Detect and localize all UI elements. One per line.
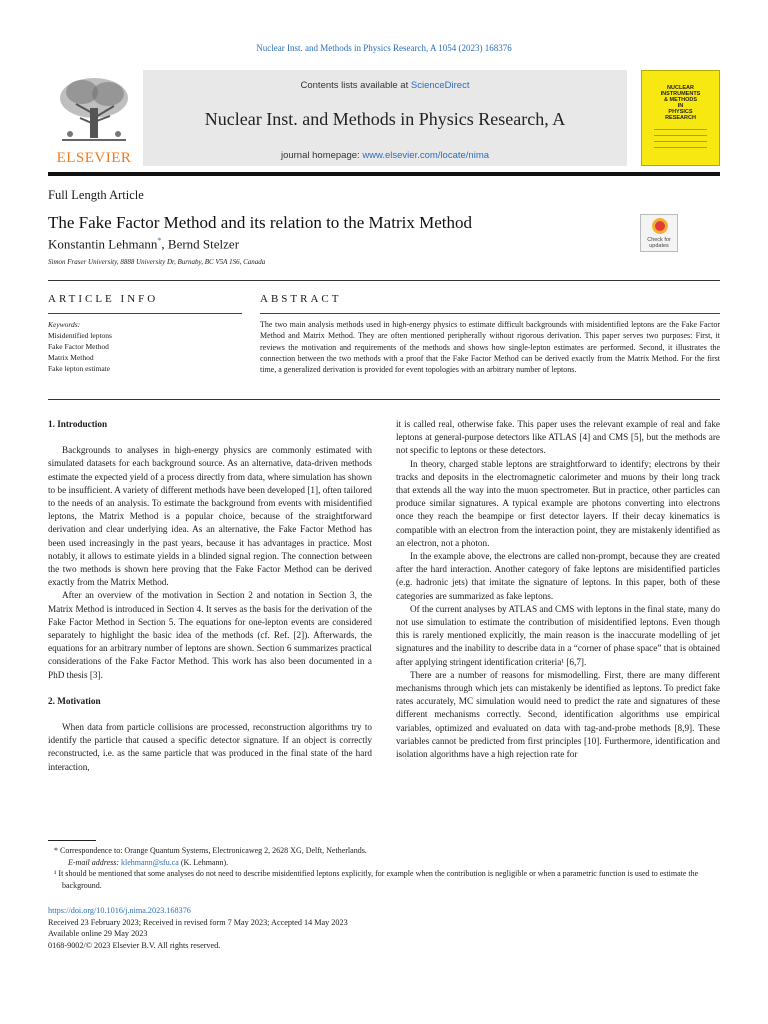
author-separator: , [161,236,168,252]
keyword-item: Fake Factor Method [48,342,109,351]
keywords-list [48,319,242,374]
doi-link[interactable]: https://doi.org/10.1016/j.nima.2023.168376 [48,906,191,915]
journal-masthead [48,70,720,166]
keywords-label: Keywords: [48,320,81,329]
sciencedirect-link[interactable]: ScienceDirect [410,80,470,91]
article-info-divider [48,313,242,314]
author-name[interactable]: Konstantin Lehmann [48,236,158,252]
abstract-text: The two main analysis methods used in high-energy physics to estimate difficult backgrounds with misidentified leptons are the Fake Factor Method and Matrix Method. They are often mentioned peripherally without rigorous derivation. This paper serves two purposes: First, it reviews the motivation and requirements of the methods and shows how single-lepton estimates are performed. Second, it illustrates the connection between the two methods with a proof that the Fake Factor Method can be derived exactly from the Matrix Method. For the first time, a generalized derivation is provided for event topologies with an arbitrary number of leptons. [260,320,720,375]
article-info-heading: ARTICLE INFO [48,293,159,305]
homepage-prefix: journal homepage: [280,150,360,161]
footnote-email [48,857,720,869]
check-for-updates-badge[interactable] [640,214,678,252]
keyword-item: Fake lepton estimate [48,364,111,373]
cover-decoration [654,147,707,148]
section-divider [48,399,720,400]
body-paragraph: Of the current analyses by ATLAS and CMS with leptons in the final state, many do not use simulation to estimate the contribution of misidentified leptons. Even though this is rarely mentioned explicitly, the main reason is the inaccurate modelling of jet signatures and the inability to describe data in a “corner of phase space” that is obtained after applying stringent identification criteria¹ [6,7]. [396,603,720,667]
email-suffix: (K. Lehmann). [178,857,229,867]
publisher-name: ELSEVIER [56,150,132,166]
body-column-left [48,418,372,774]
body-paragraph: it is called real, otherwise fake. This paper uses the relevant example of real and fake leptons at general-purpose detectors like ATLAS [4] and CMS [5], but the methods are not specific to leptons or these detectors. [396,419,720,456]
footnotes [48,845,720,891]
keyword-item: Matrix Method [48,353,94,362]
article-type: Full Length Article [48,188,144,202]
author-list [48,236,239,252]
contents-prefix: Contents lists available at [300,80,409,91]
journal-header-panel [143,70,627,166]
abstract-divider [260,313,720,314]
copyright: 0168-9002/© 2023 Elsevier B.V. All rights reserved. [48,940,221,950]
header-divider [48,172,720,176]
corresponding-author-mark[interactable]: * [157,236,162,245]
body-paragraph: Backgrounds to analyses in high-energy physics are commonly estimated with simulated datasets for each background source. As an alternative, data-driven methods estimate the expected yield of a process directly from data, where simulation has shown to be insufficient. A variety of different methods have been developed [1], often tailored to the needs of an analysis. To estimate the background from events with misidentified leptons, the Matrix Method is a popular choice, because of the straightforward derivation and clear underlying idea. As an alternative, the Fake Factor Method has been used increasingly in the past years, because it has advantages in practice. Most notably, it allows to estimate yields in a blinded signal region. The connection between the two methods is shown here proving that the Fake Factor Method can be derived exactly from the Matrix Method. [48,445,372,588]
footnote-correspondence: * Correspondence to: Orange Quantum Systems, Electronicaweg 2, 2628 XG, Delft, Netherlands. [54,846,367,855]
cover-decoration [654,141,707,142]
abstract-heading: ABSTRACT [260,293,342,305]
body-paragraph: In theory, charged stable leptons are straightforward to identify; electrons by their tracks and deposits in the electromagnetic calorimeter and muons by their long track that extends all the way into the muon spectrometer. But in practice, other particles can produce similar signatures. A typical example are photons converting into electrons once they reach the beampipe or first detector layers. If their decay kinematics is compatible with an electron from the interaction point, they are mistakenly identified as an electron, not a photon. [396,458,720,548]
author-affiliation: Simon Fraser University, 8888 University Dr, Burnaby, BC V5A 1S6, Canada [48,258,266,266]
section-heading: 2. Motivation [48,695,101,706]
footnote-1: ¹ It should be mentioned that some analyses do not need to describe misidentified leptons explicitly, for example when the contribution is negligible or when a parametric function is used to estimate the background. [54,869,699,890]
body-paragraph: There are a number of reasons for mismodelling. First, there are many different mechanisms through which jets can mistakenly be identified as leptons. To predict fake rates accurately, MC simulation would need to predict the rate and signatures of these different mechanisms correctly. Second, identification algorithms use empirical variables, optimized and evaluated on data with tag-and-probe methods [8,9]. These variables cannot be predicted from first principles [10]. Furthermore, identification and isolation algorithms have a high rejection rate for [396,669,720,760]
article-title: The Fake Factor Method and its relation to the Matrix Method [48,213,472,232]
journal-homepage-link[interactable]: www.elsevier.com/locate/nima [362,150,490,161]
cover-decoration [654,135,707,136]
body-paragraph: In the example above, the electrons are called non-prompt, because they are created after the hard interaction. Another category of fake leptons are misidentified particles (e.g. hadronic jets) that imitate the signature of leptons. In this paper, both of these categories are summarized as fake leptons. [396,551,720,601]
author-name[interactable]: Bernd Stelzer [167,236,240,252]
publisher-logo[interactable] [48,70,140,166]
available-online: Available online 29 May 2023 [48,929,148,938]
check-for-updates-label: Check for updates [647,237,671,249]
journal-cover-thumbnail[interactable] [641,70,720,166]
elsevier-tree-icon [52,74,136,146]
keyword-item: Misidentified leptons [48,331,112,340]
body-column-right [396,418,720,761]
body-paragraph: After an overview of the motivation in Section 2 and notation in Section 3, the Matrix Method is introduced in Section 4. It serves as the basis for the derivation of the Fake Factor Method in Section 5. The equations for one-lepton events are considered separately to highlight the basic idea of the methods (cf. Ref. [2]). Afterwards, the equations for an arbitrary number of leptons are shown. Section 6 summarizes practical considerations of the Fake Factor Method. This work has also been documented in a PhD thesis [3]. [48,590,372,680]
publication-info [48,905,720,951]
contents-line [143,80,627,91]
footnote-divider [48,840,96,841]
body-paragraph: When data from particle collisions are processed, reconstruction algorithms try to identify the particle that caused a specific detector signature. If an object is correctly reconstructed, i.e. as the same particle that was produced in the final state of the hard interaction, [48,722,372,772]
received-dates: Received 23 February 2023; Received in revised form 7 May 2023; Accepted 14 May 2023 [48,917,348,927]
journal-reference-link[interactable]: Nuclear Inst. and Methods in Physics Research, A 1054 (2023) 168376 [256,43,512,53]
email-link[interactable]: klehmann@sfu.ca [121,857,179,867]
homepage-line [143,150,627,161]
section-heading: 1. Introduction [48,419,108,429]
cover-title: NUCLEAR INSTRUMENTS & METHODS IN PHYSICS RESEARCH [660,85,701,121]
email-label: E-mail address: [68,857,120,867]
journal-title[interactable]: Nuclear Inst. and Methods in Physics Research, A [204,109,566,129]
crossmark-icon [652,218,668,234]
section-divider [48,280,720,281]
cover-decoration [654,129,707,130]
